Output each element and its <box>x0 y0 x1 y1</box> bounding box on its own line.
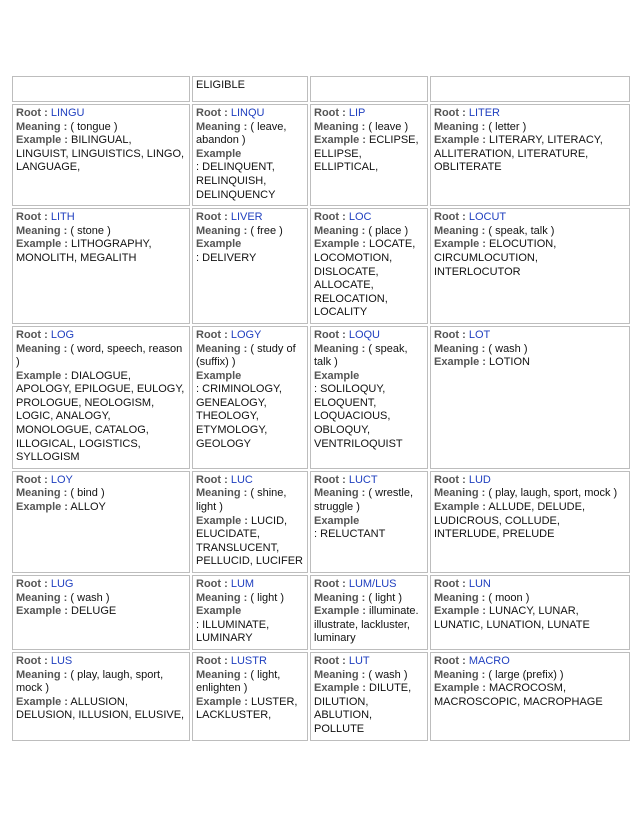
example-line <box>314 605 424 646</box>
root-line <box>196 578 304 592</box>
example-line <box>434 238 626 279</box>
meaning-label: Meaning : <box>314 342 366 355</box>
example-line <box>196 161 304 202</box>
meaning-label: Meaning : <box>196 120 248 133</box>
root-cell <box>12 104 190 206</box>
table-row <box>12 326 630 469</box>
meaning-label: Meaning : <box>16 668 68 681</box>
meaning-line <box>434 225 626 239</box>
example-value: DELUGE <box>71 605 117 618</box>
roots-table <box>10 74 632 743</box>
meaning-line <box>16 592 186 606</box>
meaning-value: ( tongue ) <box>70 120 118 133</box>
root-cell <box>12 652 190 741</box>
meaning-line <box>16 669 186 696</box>
meaning-value: ( wrestle, struggle ) <box>314 487 414 514</box>
root-cell <box>430 575 630 650</box>
meaning-line <box>16 487 186 501</box>
meaning-value: ( light, enlighten ) <box>196 668 281 695</box>
meaning-line <box>314 343 424 370</box>
table-row <box>12 104 630 206</box>
root-label: Root : <box>434 578 466 590</box>
example-label: Example : <box>434 501 486 514</box>
root-value: LOGY <box>230 328 262 341</box>
root-line <box>196 329 304 343</box>
root-value: LOCUT <box>468 211 507 224</box>
example-label: Example : <box>16 369 68 382</box>
example-line <box>16 238 186 265</box>
meaning-value: ( speak, talk ) <box>488 224 555 237</box>
root-value: LIP <box>348 107 366 119</box>
meaning-value: ( leave ) <box>368 120 409 133</box>
root-label: Root : <box>16 328 48 341</box>
root-line <box>314 474 424 488</box>
root-value: MACRO <box>468 654 510 667</box>
example-label: Example : <box>434 238 486 251</box>
root-value: LUM <box>230 578 255 590</box>
root-label: Root : <box>314 107 346 119</box>
meaning-line <box>16 121 186 135</box>
meaning-line <box>314 487 424 514</box>
meaning-label: Meaning : <box>434 487 486 500</box>
example-line <box>434 682 626 709</box>
root-line <box>196 107 304 121</box>
root-cell <box>430 208 630 324</box>
example-line <box>196 696 304 723</box>
root-line <box>16 107 186 121</box>
example-value: ELOCUTION, CIRCUMLOCUTION, INTERLOCUTOR <box>434 238 557 278</box>
meaning-line <box>434 121 626 135</box>
root-cell <box>310 208 428 324</box>
meaning-line <box>16 225 186 239</box>
root-cell <box>12 471 190 573</box>
meaning-label: Meaning : <box>196 342 248 355</box>
root-value: LINGU <box>50 107 85 119</box>
example-line <box>196 619 304 646</box>
example-value: DELINQUENT, RELINQUISH, DELINQUENCY <box>196 161 276 201</box>
root-value: LOQU <box>348 328 381 341</box>
example-value: LITHOGRAPHY, MONOLITH, MEGALITH <box>16 238 152 264</box>
example-label: Example <box>196 369 242 382</box>
example-colon: : <box>196 251 200 264</box>
example-colon: : <box>196 161 200 174</box>
example-label: Example <box>196 238 242 251</box>
example-line <box>434 605 626 632</box>
meaning-label: Meaning : <box>196 591 248 604</box>
root-line <box>16 578 186 592</box>
example-line <box>314 383 424 451</box>
root-line <box>434 329 626 343</box>
continued-example-text: ELIGIBLE <box>196 79 245 91</box>
root-label: Root : <box>196 578 228 590</box>
root-label: Root : <box>16 211 48 224</box>
example-label: Example <box>314 369 360 382</box>
meaning-label: Meaning : <box>196 668 248 681</box>
root-line <box>16 474 186 488</box>
meaning-line <box>314 669 424 683</box>
example-value: illuminate. illustrate, lackluster, luminary <box>314 605 419 645</box>
root-label: Root : <box>434 328 466 341</box>
example-line <box>434 501 626 542</box>
root-value: LUSTR <box>230 654 267 667</box>
meaning-line <box>16 343 186 370</box>
root-value: LUG <box>50 578 74 590</box>
example-line <box>196 515 304 569</box>
example-value: CRIMINOLOGY, GENEALOGY, THEOLOGY, ETYMOLOGY, GEOLOGY <box>196 383 282 450</box>
table-cell-empty <box>310 76 428 102</box>
example-label: Example : <box>16 134 68 147</box>
root-cell <box>430 326 630 469</box>
root-line <box>434 474 626 488</box>
meaning-label: Meaning : <box>434 342 486 355</box>
root-label: Root : <box>314 211 346 224</box>
meaning-label: Meaning : <box>196 224 248 237</box>
example-value: LUNACY, LUNAR, LUNATIC, LUNATION, LUNATE <box>434 605 590 631</box>
root-label: Root : <box>196 328 228 341</box>
example-line <box>16 605 186 619</box>
table-cell-empty <box>430 76 630 102</box>
example-value: DIALOGUE, APOLOGY, EPILOGUE, EULOGY, PROLOGUE, NEOLOGISM, LOGIC, ANALOGY, MONOLOGUE, CATALOG, ILLOGICAL, LOGISTICS, SYLLOGISM <box>16 369 185 464</box>
root-value: LUS <box>50 654 73 667</box>
root-value: LUC <box>230 473 253 486</box>
root-label: Root : <box>16 107 48 119</box>
root-cell <box>192 471 308 573</box>
example-line <box>314 370 424 384</box>
example-line <box>16 134 186 175</box>
meaning-label: Meaning : <box>314 668 366 681</box>
table-row <box>12 575 630 650</box>
meaning-value: ( wash ) <box>368 668 408 681</box>
meaning-label: Meaning : <box>314 120 366 133</box>
root-cell <box>12 575 190 650</box>
meaning-value: ( study of (suffix) ) <box>196 342 296 369</box>
root-label: Root : <box>196 473 228 486</box>
root-line <box>434 107 626 121</box>
meaning-line <box>196 121 304 148</box>
root-cell <box>192 104 308 206</box>
root-cell <box>192 326 308 469</box>
meaning-value: ( wash ) <box>488 342 528 355</box>
root-label: Root : <box>196 107 228 119</box>
meaning-line <box>314 592 424 606</box>
example-label: Example : <box>16 501 68 514</box>
table-cell-empty <box>12 76 190 102</box>
root-label: Root : <box>314 473 346 486</box>
meaning-line <box>434 669 626 683</box>
example-value: ECLIPSE, ELLIPSE, ELLIPTICAL, <box>314 134 419 174</box>
example-value: RELUCTANT <box>320 528 386 541</box>
meaning-label: Meaning : <box>16 591 68 604</box>
example-line <box>314 515 424 529</box>
example-label: Example : <box>196 514 248 527</box>
example-line <box>434 134 626 175</box>
root-value: LOT <box>468 328 491 341</box>
meaning-value: ( letter ) <box>488 120 527 133</box>
example-value: BILINGUAL, LINGUIST, LINGUISTICS, LINGO, LANGUAGE, <box>16 134 185 174</box>
meaning-line <box>196 225 304 239</box>
table-row <box>12 471 630 573</box>
example-line <box>196 605 304 619</box>
meaning-value: ( free ) <box>250 224 283 237</box>
example-value: SOLILOQUY, ELOQUENT, LOQUACIOUS, OBLOQUY, VENTRILOQUIST <box>314 383 403 450</box>
table-row <box>12 208 630 324</box>
meaning-value: ( play, laugh, sport, mock ) <box>16 668 164 695</box>
example-label: Example : <box>434 356 486 369</box>
example-label: Example : <box>434 605 486 618</box>
meaning-line <box>196 487 304 514</box>
meaning-value: ( large (prefix) ) <box>488 668 564 681</box>
root-line <box>314 655 424 669</box>
meaning-label: Meaning : <box>434 120 486 133</box>
meaning-label: Meaning : <box>314 591 366 604</box>
meaning-label: Meaning : <box>16 224 68 237</box>
root-value: LOG <box>50 328 75 341</box>
root-cell <box>12 208 190 324</box>
root-line <box>196 211 304 225</box>
meaning-value: ( speak, talk ) <box>314 342 408 369</box>
root-line <box>434 578 626 592</box>
root-label: Root : <box>434 654 466 667</box>
meaning-label: Meaning : <box>434 224 486 237</box>
root-label: Root : <box>434 211 466 224</box>
meaning-value: ( stone ) <box>70 224 111 237</box>
root-value: LOC <box>348 211 372 224</box>
example-colon: : <box>196 383 200 396</box>
example-label: Example : <box>314 605 366 618</box>
example-line <box>196 238 304 252</box>
root-line <box>314 211 424 225</box>
example-line <box>196 370 304 384</box>
root-value: LUD <box>468 473 491 486</box>
example-line <box>16 501 186 515</box>
example-line <box>314 238 424 320</box>
example-label: Example <box>196 147 242 160</box>
root-line <box>196 474 304 488</box>
root-line <box>434 655 626 669</box>
root-line <box>314 578 424 592</box>
example-value: LUSTER, LACKLUSTER, <box>196 695 298 722</box>
example-line <box>314 682 424 736</box>
root-cell <box>310 471 428 573</box>
meaning-value: ( place ) <box>368 224 409 237</box>
root-label: Root : <box>16 578 48 590</box>
meaning-line <box>196 669 304 696</box>
meaning-line <box>196 343 304 370</box>
root-label: Root : <box>16 654 48 667</box>
meaning-value: ( wash ) <box>70 591 110 604</box>
root-line <box>314 329 424 343</box>
root-cell <box>310 652 428 741</box>
root-cell <box>430 652 630 741</box>
example-label: Example : <box>314 238 366 251</box>
example-value: LUCID, ELUCIDATE, TRANSLUCENT, PELLUCID, LUCIFER <box>196 514 303 568</box>
example-label: Example <box>314 514 360 527</box>
meaning-line <box>314 121 424 135</box>
example-value: LOTION <box>489 356 530 369</box>
example-line <box>314 134 424 175</box>
meaning-value: ( bind ) <box>70 487 105 500</box>
table-cell <box>192 76 308 102</box>
example-value: LITERARY, LITERACY, ALLITERATION, LITERATURE, OBLITERATE <box>434 134 603 174</box>
example-label: Example : <box>434 134 486 147</box>
example-line <box>434 356 626 370</box>
root-cell <box>310 575 428 650</box>
root-value: LUM/LUS <box>348 578 397 590</box>
root-label: Root : <box>16 473 48 486</box>
meaning-line <box>314 225 424 239</box>
root-line <box>434 211 626 225</box>
root-value: LIVER <box>230 211 263 224</box>
root-label: Root : <box>434 107 466 119</box>
meaning-value: ( play, laugh, sport, mock ) <box>488 487 618 500</box>
example-colon: : <box>314 383 318 396</box>
meaning-line <box>434 592 626 606</box>
meaning-value: ( light ) <box>250 591 285 604</box>
root-cell <box>192 208 308 324</box>
root-cell <box>310 104 428 206</box>
root-value: LINQU <box>230 107 265 119</box>
meaning-label: Meaning : <box>314 224 366 237</box>
example-label: Example : <box>434 682 486 695</box>
root-cell <box>430 471 630 573</box>
meaning-value: ( light ) <box>368 591 403 604</box>
root-label: Root : <box>196 654 228 667</box>
meaning-value: ( shine, light ) <box>196 487 287 514</box>
example-value: ALLUDE, DELUDE, LUDICROUS, COLLUDE, INTERLUDE, PRELUDE <box>434 501 586 541</box>
example-label: Example : <box>16 238 68 251</box>
meaning-label: Meaning : <box>196 487 248 500</box>
meaning-value: ( word, speech, reason ) <box>16 342 183 369</box>
example-label: Example <box>196 605 242 618</box>
table-row <box>12 76 630 102</box>
meaning-label: Meaning : <box>16 487 68 500</box>
root-value: LITER <box>468 107 501 119</box>
example-label: Example : <box>16 605 68 618</box>
example-line <box>16 696 186 723</box>
root-value: LUCT <box>348 473 378 486</box>
meaning-value: ( moon ) <box>488 591 530 604</box>
root-value: LUT <box>348 654 370 667</box>
root-label: Root : <box>434 473 466 486</box>
root-label: Root : <box>314 578 346 590</box>
meaning-label: Meaning : <box>434 668 486 681</box>
example-label: Example : <box>16 695 68 708</box>
example-value: DELIVERY <box>202 251 257 264</box>
example-value: ILLUMINATE, LUMINARY <box>196 618 270 645</box>
meaning-line <box>434 343 626 357</box>
root-value: LUN <box>468 578 491 590</box>
example-colon: : <box>314 528 318 541</box>
example-value: MACROCOSM, MACROSCOPIC, MACROPHAGE <box>434 682 603 708</box>
meaning-line <box>196 592 304 606</box>
example-colon: : <box>196 618 200 631</box>
example-value: ALLUSION, DELUSION, ILLUSION, ELUSIVE, <box>16 695 185 722</box>
example-label: Example : <box>196 695 248 708</box>
meaning-label: Meaning : <box>434 591 486 604</box>
root-line <box>16 211 186 225</box>
meaning-line <box>434 487 626 501</box>
example-line <box>196 148 304 162</box>
root-label: Root : <box>314 328 346 341</box>
root-line <box>16 655 186 669</box>
example-value: DILUTE, DILUTION, ABLUTION, POLLUTE <box>314 682 412 735</box>
root-cell <box>192 652 308 741</box>
example-value: ALLOY <box>70 501 106 514</box>
meaning-value: ( leave, abandon ) <box>196 120 287 147</box>
root-label: Root : <box>196 211 228 224</box>
meaning-label: Meaning : <box>16 120 68 133</box>
meaning-label: Meaning : <box>314 487 366 500</box>
example-line <box>196 252 304 266</box>
root-line <box>196 655 304 669</box>
root-label: Root : <box>314 654 346 667</box>
root-cell <box>12 326 190 469</box>
root-line <box>314 107 424 121</box>
example-label: Example : <box>314 682 366 695</box>
example-line <box>314 528 424 542</box>
table-row <box>12 652 630 741</box>
example-line <box>196 383 304 451</box>
example-line <box>16 370 186 465</box>
example-label: Example : <box>314 134 366 147</box>
example-value: LOCATE, LOCOMOTION, DISLOCATE, ALLOCATE, RELOCATION, LOCALITY <box>314 238 416 319</box>
root-cell <box>192 575 308 650</box>
root-value: LITH <box>50 211 75 224</box>
root-line <box>16 329 186 343</box>
meaning-label: Meaning : <box>16 342 68 355</box>
root-cell <box>430 104 630 206</box>
root-value: LOY <box>50 473 73 486</box>
root-cell <box>310 326 428 469</box>
